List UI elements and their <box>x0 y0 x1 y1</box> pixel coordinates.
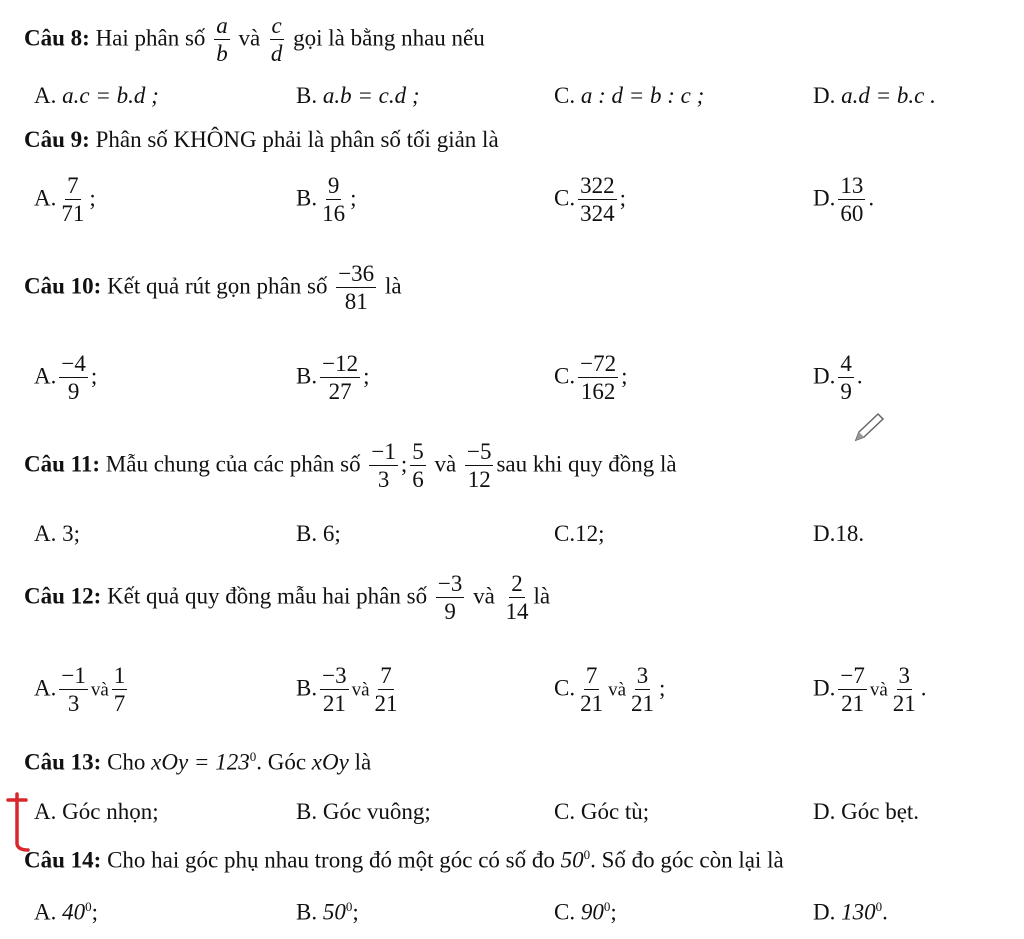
red-bracket-mark <box>6 792 36 852</box>
fraction <box>578 174 617 226</box>
degree-sign: 0 <box>583 847 591 862</box>
option-d[interactable] <box>813 800 919 823</box>
numerator: 2 <box>509 572 525 598</box>
numerator: 3 <box>635 664 651 690</box>
question-8 <box>24 14 485 66</box>
fraction <box>504 572 531 624</box>
option-value: 50 <box>322 899 346 925</box>
option-value: 90 <box>580 899 604 925</box>
denominator: 14 <box>505 599 529 625</box>
option-a[interactable] <box>34 352 97 404</box>
fraction <box>320 664 348 716</box>
numerator: −5 <box>465 440 493 466</box>
option-text: Góc vuông; <box>322 799 431 824</box>
question-text: là <box>533 583 551 609</box>
option-end: . <box>920 675 927 701</box>
numerator: 9 <box>326 174 342 200</box>
numerator: −3 <box>436 572 464 598</box>
question-14 <box>24 848 784 872</box>
question-text: Cho <box>107 749 146 775</box>
option-d[interactable] <box>813 84 936 107</box>
fraction <box>838 664 866 716</box>
option-text: 6; <box>322 521 341 546</box>
option-prefix: B. <box>296 83 318 108</box>
numerator: c <box>270 14 284 40</box>
option-d[interactable] <box>813 664 927 716</box>
denominator: 12 <box>467 467 491 493</box>
option-text: Góc nhọn; <box>62 799 159 824</box>
question-text: là <box>354 749 372 775</box>
denominator: 9 <box>840 379 852 405</box>
option-prefix: C. <box>554 675 576 701</box>
option-c[interactable] <box>554 522 604 545</box>
conjunction: và <box>351 679 370 701</box>
option-prefix: B. <box>296 185 318 211</box>
fraction <box>320 174 347 226</box>
numerator: 1 <box>112 664 128 690</box>
option-value: 40 <box>62 899 86 925</box>
separator: ; <box>400 451 408 477</box>
fraction <box>59 664 87 716</box>
option-prefix: D. <box>813 83 836 108</box>
numerator: −12 <box>320 352 360 378</box>
question-text: và <box>238 25 261 51</box>
option-prefix: C. <box>554 185 576 211</box>
option-end: ; <box>89 185 96 211</box>
option-prefix: D. <box>813 185 836 211</box>
option-prefix: A. <box>34 799 57 824</box>
angle-expression: xOy = 123 <box>151 749 250 775</box>
denominator: 9 <box>67 379 80 405</box>
option-c[interactable] <box>554 352 627 404</box>
conjunction: và <box>869 679 888 701</box>
option-end: ; <box>352 899 359 925</box>
option-prefix: A. <box>34 675 57 701</box>
option-end: . <box>868 185 875 211</box>
option-b[interactable] <box>296 522 341 545</box>
question-text: sau khi quy đồng là <box>496 451 677 477</box>
option-c[interactable] <box>554 84 704 107</box>
option-prefix: C. <box>554 799 576 824</box>
option-d[interactable] <box>813 174 874 226</box>
option-end: ; <box>610 899 617 925</box>
pencil-icon <box>850 410 886 446</box>
denominator: 21 <box>322 691 346 717</box>
question-label: Câu 8: <box>24 25 90 51</box>
option-c[interactable] <box>554 174 626 226</box>
denominator: 21 <box>841 691 865 717</box>
fraction <box>629 664 656 716</box>
option-a[interactable] <box>34 664 130 716</box>
option-a[interactable] <box>34 522 80 545</box>
numerator: −1 <box>369 440 397 466</box>
option-prefix: D. <box>813 899 836 925</box>
question-9 <box>24 128 499 151</box>
fraction <box>465 440 493 492</box>
question-label: Câu 12: <box>24 583 102 609</box>
numerator: 7 <box>378 664 394 690</box>
question-text: Kết quả rút gọn phân số <box>107 273 328 299</box>
numerator: −4 <box>59 352 87 378</box>
option-prefix: B. <box>296 799 318 824</box>
option-value: 130 <box>841 899 876 925</box>
numerator: −7 <box>838 664 866 690</box>
denominator: 81 <box>344 289 368 315</box>
denominator: 3 <box>377 467 390 493</box>
option-prefix: D. <box>813 799 836 824</box>
denominator: b <box>216 41 228 67</box>
question-text: và <box>434 451 457 477</box>
option-d[interactable] <box>813 352 863 404</box>
fraction <box>578 664 605 716</box>
option-text: a.c = b.d ; <box>62 83 159 108</box>
numerator: 3 <box>897 664 913 690</box>
fraction <box>214 14 230 66</box>
denominator: 3 <box>67 691 80 717</box>
question-text: và <box>473 583 495 609</box>
option-end: ; <box>350 185 357 211</box>
question-text: Kết quả quy đồng mẫu hai phân số <box>107 583 428 609</box>
denominator: d <box>270 41 283 67</box>
degree-sign: 0 <box>345 899 353 914</box>
fraction <box>59 352 87 404</box>
option-d[interactable] <box>813 522 864 545</box>
question-text: Cho hai góc phụ nhau trong đó một góc có số đo <box>107 847 555 873</box>
option-text: 18. <box>835 521 865 546</box>
fraction <box>373 664 400 716</box>
denominator: 60 <box>840 201 864 227</box>
option-end: . <box>882 899 888 925</box>
option-text: a : d = b : c ; <box>580 83 705 108</box>
option-prefix: D. <box>813 521 836 546</box>
fraction <box>112 664 128 716</box>
fraction <box>838 174 865 226</box>
question-10 <box>24 262 402 314</box>
degree-sign: 0 <box>85 899 92 914</box>
option-prefix: C. <box>554 521 576 546</box>
option-text: 12; <box>575 521 605 546</box>
fraction <box>320 352 360 404</box>
fraction <box>578 352 618 404</box>
fraction <box>436 572 464 624</box>
option-end: . <box>856 363 863 389</box>
numerator: a <box>214 14 230 40</box>
denominator: 7 <box>113 691 126 717</box>
denominator: 27 <box>328 379 352 405</box>
option-c[interactable] <box>554 800 649 823</box>
denominator: 162 <box>580 379 616 405</box>
question-12 <box>24 572 550 624</box>
option-text: Góc bẹt. <box>841 799 920 824</box>
conjunction: và <box>90 679 109 701</box>
option-text: a.d = b.c . <box>841 83 936 108</box>
option-end: ; <box>619 185 626 211</box>
numerator: 5 <box>410 440 426 466</box>
angle-name: xOy <box>311 749 349 775</box>
denominator: 21 <box>580 691 604 717</box>
question-label: Câu 11: <box>24 451 101 477</box>
option-b[interactable] <box>296 900 359 924</box>
option-prefix: D. <box>813 675 836 701</box>
option-end: ; <box>363 363 370 389</box>
option-a[interactable] <box>34 84 159 107</box>
option-prefix: C. <box>554 899 576 925</box>
denominator: 21 <box>631 691 655 717</box>
denominator: 71 <box>61 201 85 227</box>
option-prefix: B. <box>296 675 318 701</box>
fraction <box>59 174 86 226</box>
question-text: . Số đo góc còn lại là <box>590 847 784 873</box>
option-end: ; <box>91 899 99 925</box>
denominator: 9 <box>444 599 456 625</box>
option-c[interactable] <box>554 664 665 716</box>
option-a[interactable] <box>34 800 159 823</box>
fraction <box>336 262 376 314</box>
option-text: a.b = c.d ; <box>322 83 420 108</box>
option-prefix: A. <box>34 521 57 546</box>
option-b[interactable] <box>296 352 369 404</box>
angle-value: 50 <box>560 847 584 873</box>
denominator: 21 <box>374 691 398 717</box>
question-text: Phân số KHÔNG phải là phân số tối giản là <box>95 127 499 152</box>
option-prefix: A. <box>34 899 57 925</box>
numerator: −72 <box>578 352 618 378</box>
numerator: 4 <box>838 352 854 378</box>
numerator: 7 <box>584 664 600 690</box>
option-c[interactable] <box>554 900 617 924</box>
question-11 <box>24 440 677 492</box>
denominator: 6 <box>412 467 424 493</box>
question-text: gọi là bằng nhau nếu <box>293 25 485 51</box>
denominator: 21 <box>892 691 916 717</box>
numerator: −3 <box>320 664 348 690</box>
option-prefix: A. <box>34 363 57 389</box>
option-prefix: B. <box>296 363 318 389</box>
option-text: Góc tù; <box>580 799 650 824</box>
option-b[interactable] <box>296 174 356 226</box>
fraction <box>269 14 285 66</box>
option-b[interactable] <box>296 664 403 716</box>
fraction <box>838 352 854 404</box>
conjunction: và <box>608 679 627 701</box>
numerator: 7 <box>65 174 81 200</box>
question-label: Câu 9: <box>24 127 90 152</box>
degree-sign: 0 <box>249 749 257 764</box>
option-b[interactable] <box>296 84 419 107</box>
question-text: Hai phân số <box>95 25 206 51</box>
option-prefix: A. <box>34 83 57 108</box>
question-label: Câu 13: <box>24 749 102 775</box>
numerator: −1 <box>59 664 87 690</box>
numerator: 13 <box>838 174 865 200</box>
fraction <box>891 664 918 716</box>
numerator: −36 <box>336 262 376 288</box>
degree-sign: 0 <box>875 899 883 914</box>
option-prefix: A. <box>34 185 57 211</box>
option-a[interactable] <box>34 900 98 924</box>
fraction <box>369 440 397 492</box>
denominator: 324 <box>580 201 615 227</box>
option-text: 3; <box>62 521 81 546</box>
option-b[interactable] <box>296 800 431 823</box>
option-prefix: C. <box>554 363 576 389</box>
question-text: Mẫu chung của các phân số <box>105 451 361 477</box>
question-label: Câu 14: <box>24 847 102 873</box>
option-end: ; <box>659 675 666 701</box>
option-prefix: C. <box>554 83 576 108</box>
question-text: . Góc <box>256 749 307 775</box>
option-end: ; <box>90 363 98 389</box>
option-end: ; <box>621 363 628 389</box>
option-prefix: B. <box>296 899 318 925</box>
question-text: là <box>384 273 402 299</box>
option-prefix: B. <box>296 521 318 546</box>
degree-sign: 0 <box>603 899 611 914</box>
denominator: 16 <box>322 201 346 227</box>
question-13 <box>24 750 371 774</box>
numerator: 322 <box>578 174 617 200</box>
option-d[interactable] <box>813 900 888 924</box>
option-a[interactable] <box>34 174 96 226</box>
fraction <box>410 440 426 492</box>
question-label: Câu 10: <box>24 273 102 299</box>
option-prefix: D. <box>813 363 836 389</box>
